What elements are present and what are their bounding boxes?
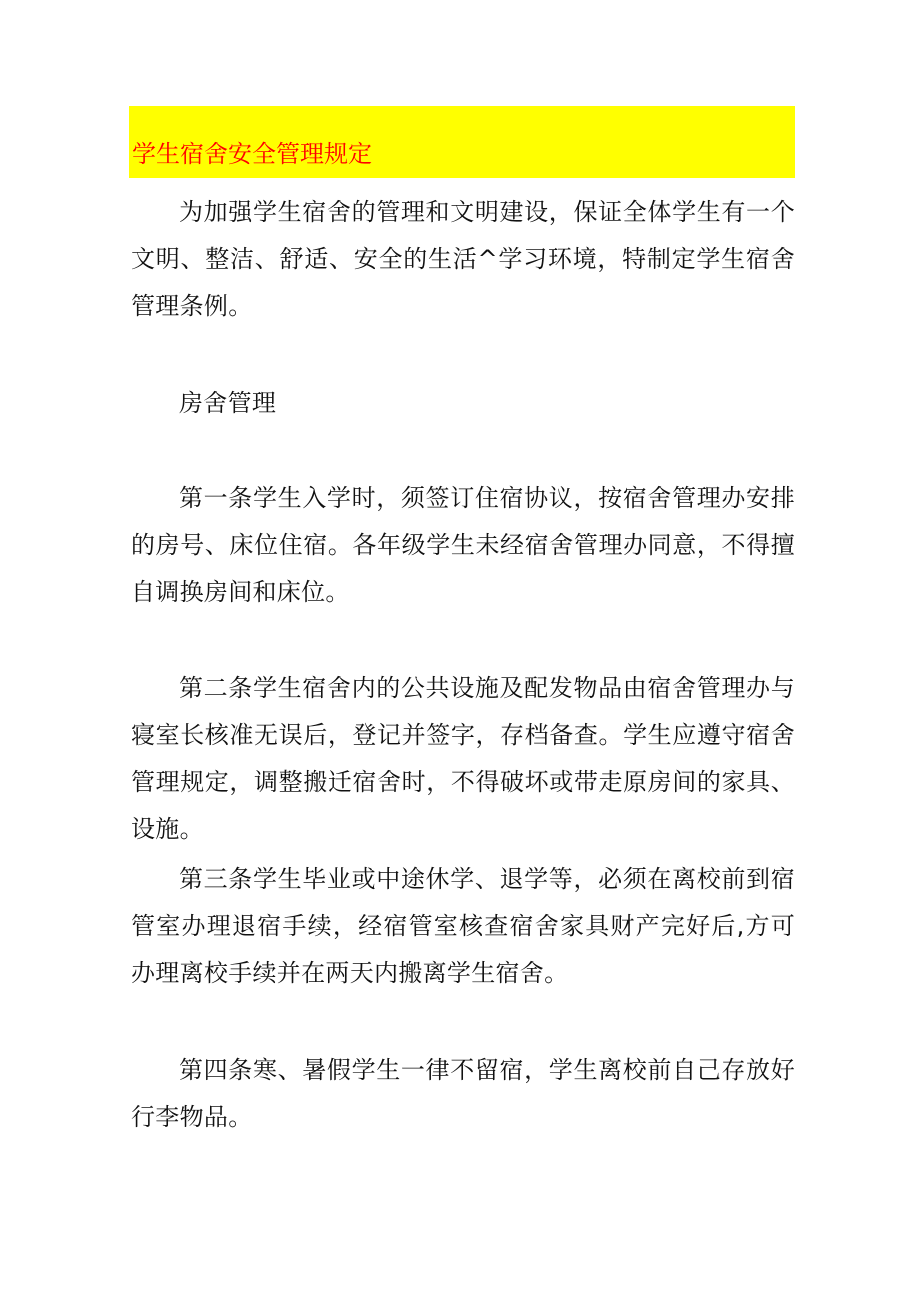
article-2: 第二条学生宿舍内的公共设施及配发物品由宿舍管理办与寝室长核准无误后，登记并签字，存档备查。学生应遵守宿舍管理规定，调整搬迁宿舍时，不得破坏或带走原房间的家具、设施。 — [131, 674, 795, 843]
document-title: 学生宿舍安全管理规定 — [132, 140, 372, 168]
title-highlight — [129, 106, 795, 178]
intro-paragraph: 为加强学生宿舍的管理和文明建设，保证全体学生有一个文明、整洁、舒适、安全的生活^学习环境，特制定学生宿舍管理条例。 — [131, 198, 795, 320]
article-1: 第一条学生入学时，须签订住宿协议，按宿舍管理办安排的房号、床位住宿。各年级学生未经宿舍管理办同意，不得擅自调换房间和床位。 — [131, 484, 795, 606]
section-heading: 房舍管理 — [179, 389, 277, 417]
article-4: 第四条寒、暑假学生一律不留宿，学生离校前自己存放好行李物品。 — [131, 1056, 795, 1131]
article-3: 第三条学生毕业或中途休学、退学等，必须在离校前到宿管室办理退宿手续，经宿管室核查宿舍家具财产完好后,方可办理离校手续并在两天内搬离学生宿舍。 — [131, 865, 795, 987]
